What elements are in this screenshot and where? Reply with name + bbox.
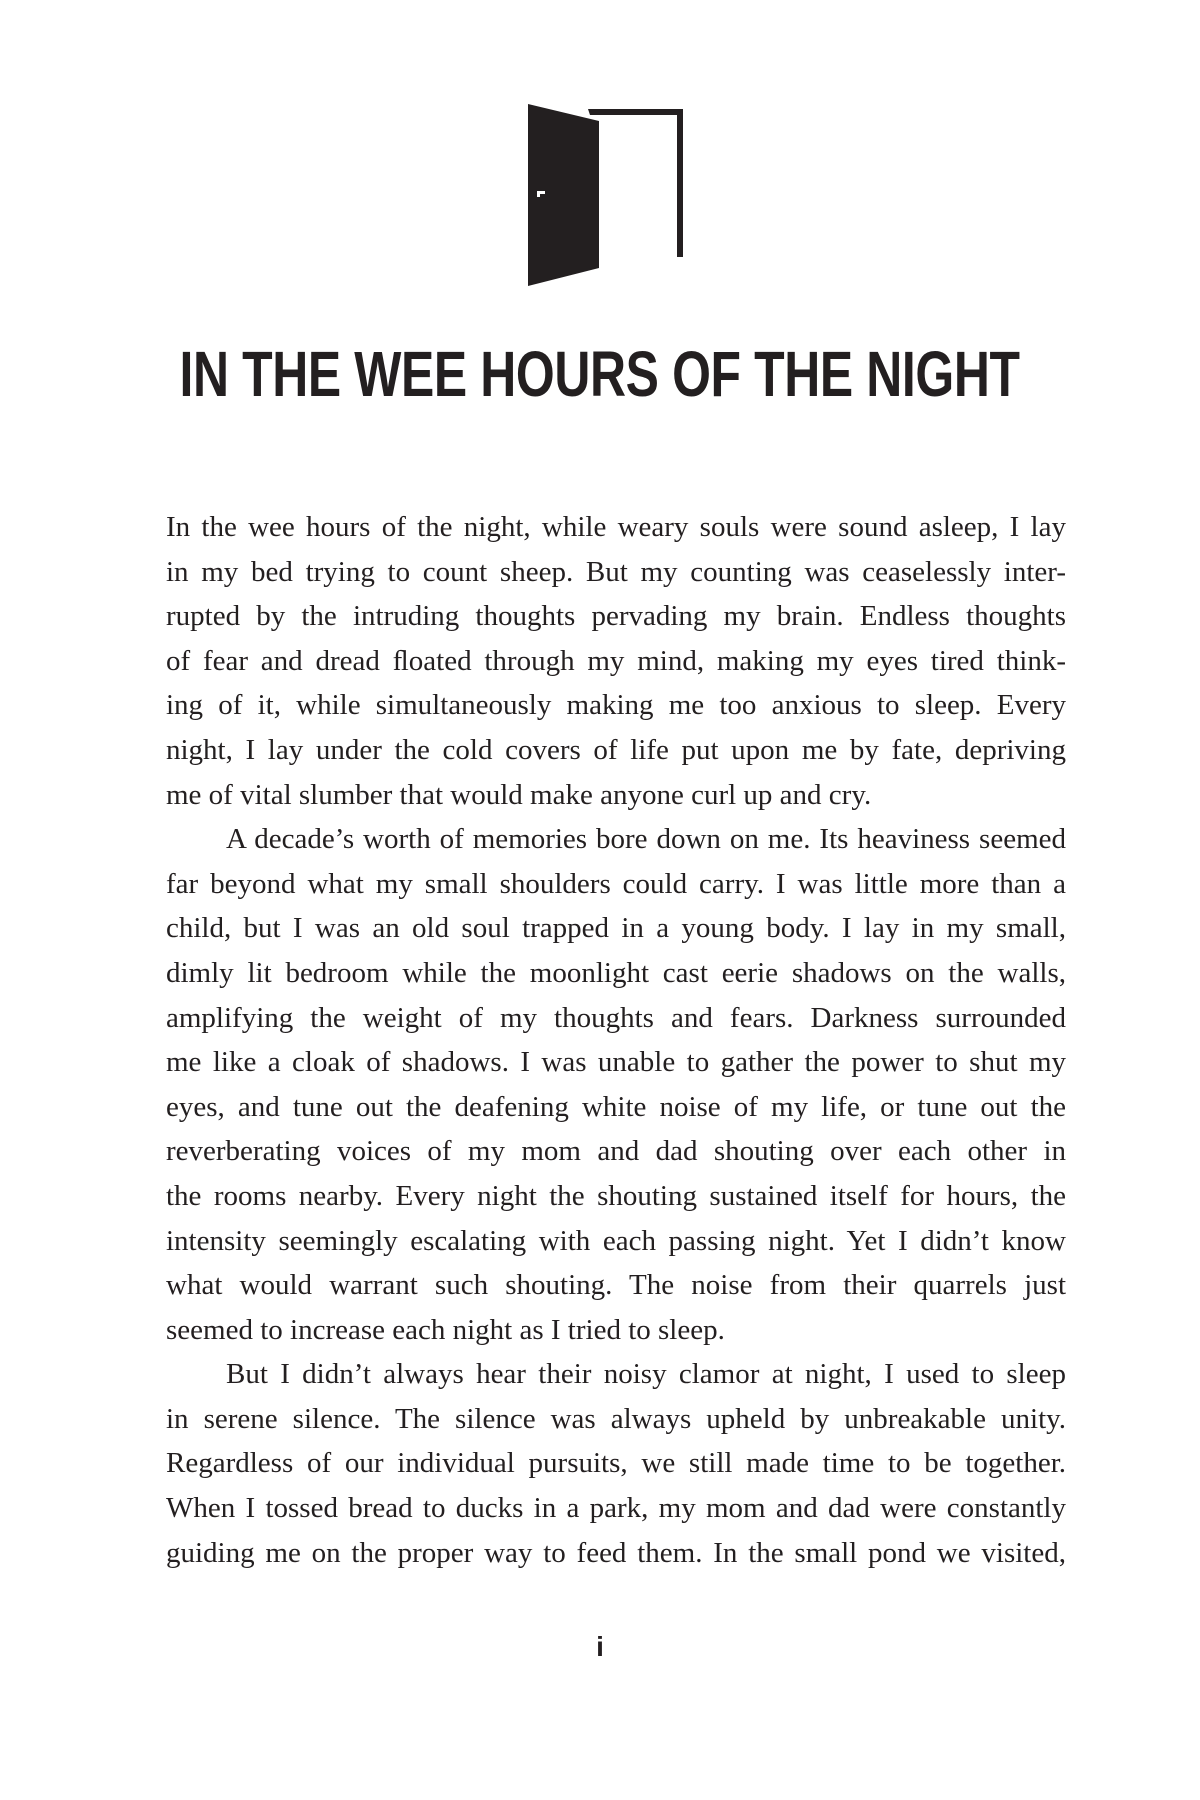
text-line: in my bed trying to count sheep. But my counting was ceaselessly inter- bbox=[166, 555, 1066, 588]
text-line: ing of it, while simultaneously making me too anxious to sleep. Every bbox=[166, 689, 1066, 722]
chapter-title-text: IN THE WEE HOURS OF THE NIGHT bbox=[179, 338, 1021, 410]
text-line: far beyond what my small shoulders could carry. I was little more than a bbox=[166, 867, 1066, 900]
text-line: me like a cloak of shadows. I was unable to gather the power to shut my bbox=[166, 1046, 1066, 1079]
text-line: the rooms nearby. Every night the shouting sustained itself for hours, the bbox=[166, 1179, 1066, 1212]
text-line: guiding me on the proper way to feed them. In the small pond we visited, bbox=[166, 1536, 1066, 1569]
text-line: dimly lit bedroom while the moonlight cast eerie shadows on the walls, bbox=[166, 956, 1066, 989]
text-line: eyes, and tune out the deafening white noise of my life, or tune out the bbox=[166, 1090, 1066, 1123]
paragraph bbox=[166, 817, 1066, 1352]
text-line: rupted by the intruding thoughts pervading my brain. Endless thoughts bbox=[166, 600, 1066, 633]
page-number: i bbox=[596, 1631, 604, 1662]
text-line: reverberating voices of my mom and dad shouting over each other in bbox=[166, 1135, 1066, 1168]
paragraph bbox=[166, 1352, 1066, 1575]
text-line: night, I lay under the cold covers of life put upon me by fate, depriving bbox=[166, 733, 1066, 766]
body-text bbox=[166, 505, 1066, 1575]
text-line: But I didn’t always hear their noisy clamor at night, I used to sleep bbox=[226, 1358, 1066, 1391]
text-line: me of vital slumber that would make anyone curl up and cry. bbox=[166, 778, 872, 811]
text-line: amplifying the weight of my thoughts and fears. Darkness surrounded bbox=[166, 1001, 1066, 1034]
text-line: intensity seemingly escalating with each passing night. Yet I didn’t know bbox=[166, 1224, 1066, 1257]
paragraph bbox=[166, 505, 1066, 817]
text-line: A decade’s worth of memories bore down on me. Its heaviness seemed bbox=[226, 823, 1066, 856]
open-door-icon bbox=[520, 100, 700, 290]
text-line: in serene silence. The silence was always upheld by unbreakable unity. bbox=[166, 1402, 1066, 1435]
text-line: In the wee hours of the night, while weary souls were sound asleep, I lay bbox=[166, 511, 1066, 543]
chapter-title bbox=[0, 336, 1200, 412]
door-frame bbox=[588, 109, 683, 257]
text-line: seemed to increase each night as I tried to sleep. bbox=[166, 1313, 725, 1346]
text-line: child, but I was an old soul trapped in a young body. I lay in my small, bbox=[166, 912, 1066, 945]
text-line: of fear and dread ﬂoated through my mind, making my eyes tired think- bbox=[166, 644, 1066, 677]
text-line: what would warrant such shouting. The noise from their quarrels just bbox=[166, 1269, 1066, 1302]
text-line: When I tossed bread to ducks in a park, my mom and dad were constantly bbox=[166, 1492, 1066, 1525]
text-line: Regardless of our individual pursuits, we still made time to be together. bbox=[166, 1447, 1066, 1480]
